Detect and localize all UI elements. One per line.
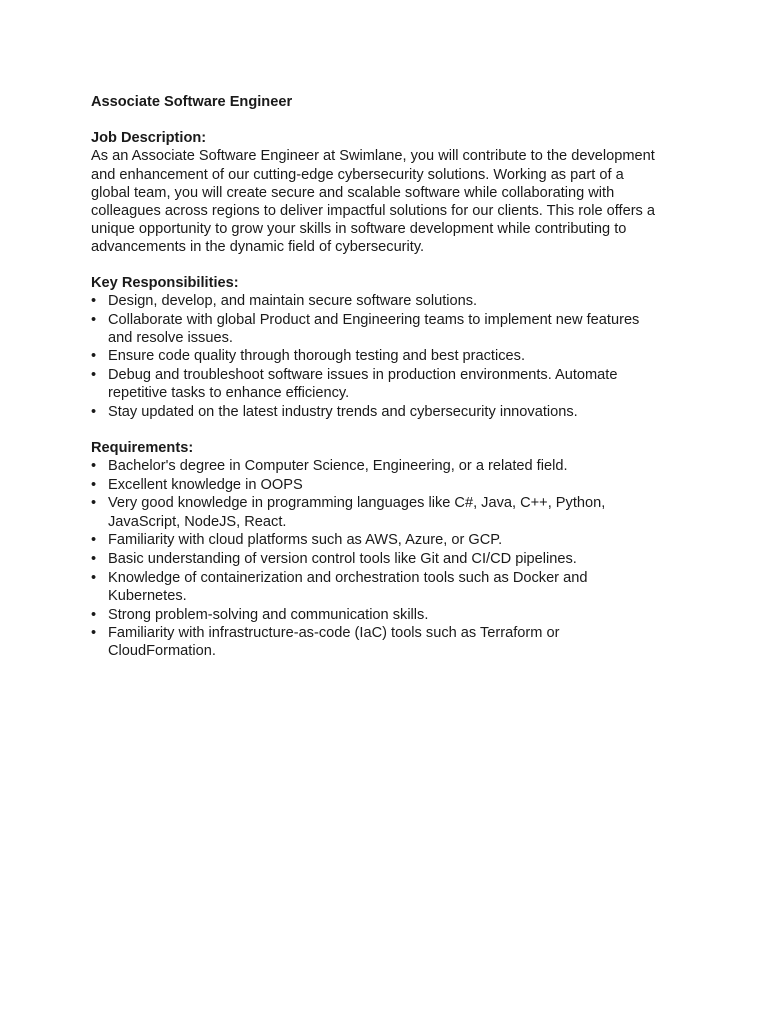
bullet-icon: • — [91, 404, 97, 421]
list-item — [91, 347, 691, 365]
list-item-line: and resolve issues. — [108, 329, 233, 346]
list-item — [91, 624, 691, 660]
job-description-line: As an Associate Software Engineer at Swimlane, you will contribute to the development — [91, 148, 655, 165]
list-item-line: Kubernetes. — [108, 587, 187, 604]
list-item-line: Ensure code quality through thorough testing and best practices. — [108, 348, 525, 365]
bullet-icon: • — [91, 495, 97, 512]
list-item-line: Design, develop, and maintain secure software solutions. — [108, 292, 478, 309]
document-title: Associate Software Engineer — [91, 94, 293, 110]
list-item-line: repetitive tasks to enhance efficiency. — [108, 385, 350, 402]
list-item-line: JavaScript, NodeJS, React. — [108, 513, 287, 530]
bullet-icon: • — [91, 550, 97, 567]
list-item — [91, 606, 691, 624]
bullet-icon: • — [91, 292, 97, 309]
list-item-line: Familiarity with cloud platforms such as AWS, Azure, or GCP. — [108, 532, 503, 549]
job-description-line: advancements in the dynamic field of cybersecurity. — [91, 239, 425, 256]
list-item-line: Familiarity with infrastructure-as-code (IaC) tools such as Terraform or — [108, 625, 560, 642]
key-responsibilities-list — [91, 292, 691, 421]
requirements-list — [91, 457, 691, 661]
key-responsibilities-heading: Key Responsibilities: — [91, 274, 239, 291]
bullet-icon: • — [91, 606, 97, 623]
list-item — [91, 494, 691, 530]
list-item-line: Excellent knowledge in OOPS — [108, 476, 303, 493]
bullet-icon: • — [91, 457, 97, 474]
list-item — [91, 531, 691, 549]
requirements-heading: Requirements: — [91, 439, 194, 456]
list-item-line: Stay updated on the latest industry trends and cybersecurity innovations. — [108, 404, 578, 421]
list-item-line: Basic understanding of version control tools like Git and CI/CD pipelines. — [108, 550, 577, 567]
job-description-line: colleagues across regions to deliver impactful solutions for our clients. This role offers a — [91, 203, 656, 220]
list-item — [91, 476, 691, 494]
list-item-line: Bachelor's degree in Computer Science, Engineering, or a related field. — [108, 457, 568, 474]
list-item-line: CloudFormation. — [108, 643, 216, 660]
list-item-line: Strong problem-solving and communication skills. — [108, 606, 429, 623]
bullet-icon: • — [91, 625, 97, 642]
list-item — [91, 550, 691, 568]
list-item — [91, 569, 691, 605]
list-item — [91, 292, 691, 310]
job-description-line: and enhancement of our cutting-edge cybersecurity solutions. Working as part of a — [91, 166, 624, 183]
list-item — [91, 311, 691, 347]
document-content — [91, 93, 691, 661]
list-item-line: Very good knowledge in programming languages like C#, Java, C++, Python, — [108, 495, 606, 512]
job-description-line: global team, you will create secure and scalable software while collaborating with — [91, 184, 615, 201]
job-description-heading: Job Description: — [91, 130, 207, 147]
list-item — [91, 366, 691, 402]
bullet-icon: • — [91, 532, 97, 549]
job-description-line: unique opportunity to grow your skills in software development while contributing to — [91, 221, 627, 238]
job-description-paragraph — [91, 147, 683, 256]
list-item — [91, 457, 691, 475]
list-item-line: Debug and troubleshoot software issues in production environments. Automate — [108, 367, 618, 384]
bullet-icon: • — [91, 476, 97, 493]
bullet-icon: • — [91, 311, 97, 328]
bullet-icon: • — [91, 367, 97, 384]
list-item — [91, 403, 691, 421]
bullet-icon: • — [91, 569, 97, 586]
bullet-icon: • — [91, 348, 97, 365]
list-item-line: Knowledge of containerization and orchestration tools such as Docker and — [108, 569, 588, 586]
list-item-line: Collaborate with global Product and Engineering teams to implement new features — [108, 311, 640, 328]
